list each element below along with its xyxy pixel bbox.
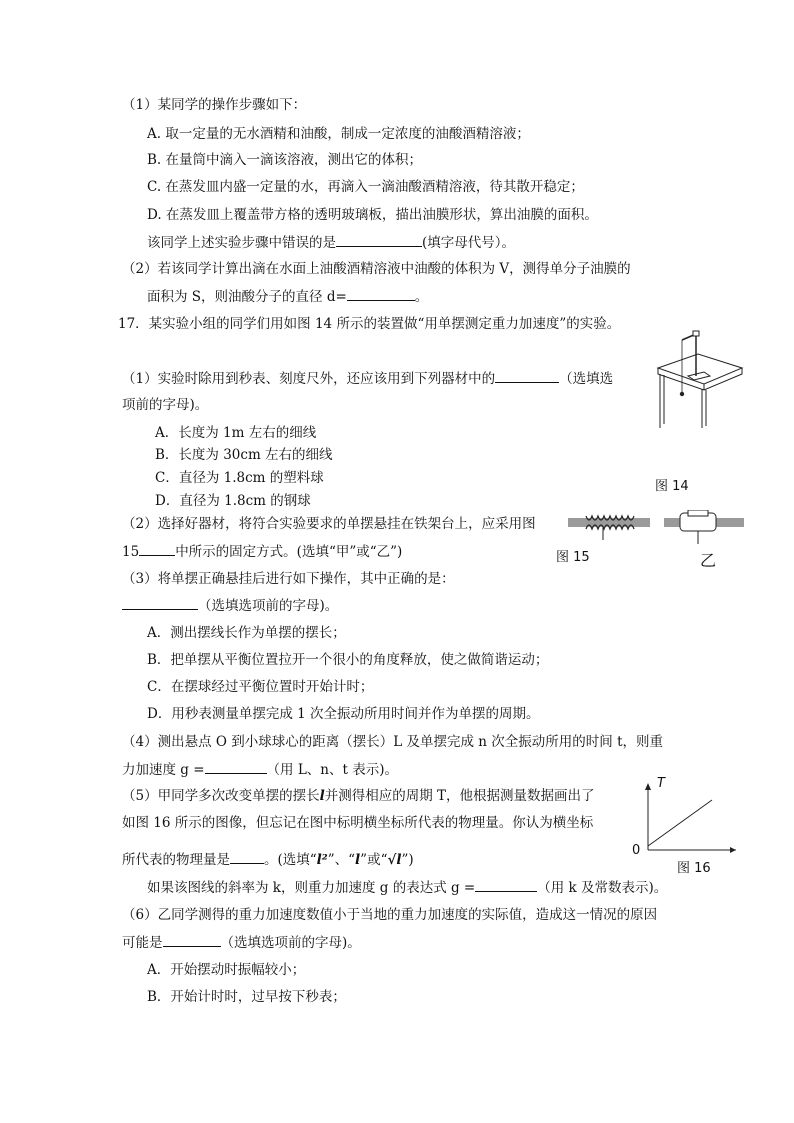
q17-s3-blank[interactable] [122, 596, 198, 610]
q17-s6-line1: （6）乙同学测得的重力加速度数值小于当地的重力加速度的实际值，造成这一情况的原因 [122, 907, 658, 923]
q17-s1-blank[interactable] [495, 369, 559, 383]
q16-error-question [147, 233, 515, 252]
figure-16-caption: 图 16 [677, 861, 711, 876]
q17-s5-choice-sqrt-l: √l [387, 852, 402, 868]
q17-intro: 17．某实验小组的同学们用如图 14 所示的装置做“用单摆测定重力加速度”的实验。 [118, 316, 621, 332]
q17-s3-suffix: （选填选项前的字母)。 [198, 598, 339, 614]
q17-s2-prefix: 15 [122, 544, 140, 560]
q16-part2-line2 [147, 287, 428, 306]
q17-s6-prompt: 可能是 [122, 935, 163, 951]
q17-s1-option-c: C．直径为 1.8cm 的塑料球 [155, 470, 324, 486]
q17-s1-option-b: B．长度为 30cm 左右的细线 [155, 447, 333, 463]
q16-diameter-blank[interactable] [347, 287, 415, 301]
q17-s6-option-a: A．开始摆动时振幅较小； [147, 962, 306, 978]
q17-s1-option-d: D．直径为 1.8cm 的钢球 [155, 493, 311, 509]
q17-s4-prompt: 力加速度 g = [122, 762, 205, 778]
q17-s3-line1: （3）将单摆正确悬挂后进行如下操作，其中正确的是： [122, 571, 455, 587]
q17-s4-suffix: （用 L、n、t 表示)。 [266, 762, 398, 778]
q17-s1-suffix: （选填选 [559, 371, 614, 387]
figure-16-axis-t: T [657, 776, 665, 791]
q17-s4-blank[interactable] [205, 760, 267, 774]
q17-s1-line1 [122, 369, 613, 388]
q16-error-blank[interactable] [336, 233, 422, 247]
q17-s5-axis-blank[interactable] [230, 850, 264, 864]
q17-s1-line2: 项前的字母)。 [122, 397, 209, 413]
q16-error-suffix: (填字母代号）。 [422, 235, 516, 251]
q17-s1-prompt: （1）实验时除用到秒表、刻度尺外，还应该用到下列器材中的 [122, 371, 496, 387]
q16-option-b: B. 在量筒中滴入一滴该溶液，测出它的体积； [147, 152, 423, 168]
q17-s5-prompt: （5）甲同学多次改变单摆的摆长 [122, 788, 320, 804]
q17-s5-sep2: ”或“ [360, 852, 388, 868]
q17-s5-length-var: l [319, 788, 325, 804]
q17-s3-option-d: D．用秒表测量单摆完成 1 次全振动所用时间并作为单摆的周期。 [147, 706, 540, 722]
q17-s5-choice-open: 。(选填“ [264, 852, 317, 868]
q17-s2-suffix: 中所示的固定方式。(选填“甲”或“乙”) [175, 544, 403, 560]
q17-s6-line2 [122, 933, 361, 952]
figure-14-pendulum-apparatus [652, 316, 744, 430]
figure-15-clamping-methods [568, 510, 744, 562]
q17-s6-blank[interactable] [163, 933, 221, 947]
q17-s2-line1: （2）选择好器材，将符合实验要求的单摆悬挂在铁架台上，应采用图 [122, 516, 536, 532]
q17-s4-line1: （4）测出悬点 O 到小球球心的距离（摆长）L 及单摆完成 n 次全振动所用的时间 t，则重 [122, 734, 663, 750]
q17-s5-line3 [122, 850, 414, 869]
q16-option-d: D. 在蒸发皿上覆盖带方格的透明玻璃板，描出油膜形状，算出油膜的面积。 [147, 207, 598, 223]
figure-15-caption: 图 15 [556, 550, 590, 565]
q16-diameter-prompt: 面积为 S，则油酸分子的直径 d= [147, 289, 347, 305]
q17-s5-sep1: ”、“ [327, 852, 356, 868]
q16-part2-line1: （2）若该同学计算出滴在水面上油酸酒精溶液中油酸的体积为 V，测得单分子油膜的 [122, 261, 631, 277]
q16-diameter-suffix: 。 [414, 289, 429, 305]
q17-s6-suffix: （选填选项前的字母)。 [220, 935, 361, 951]
q16-option-a: A. 取一定量的无水酒精和油酸，制成一定浓度的油酸酒精溶液； [147, 126, 530, 142]
q17-s3-option-c: C．在摆球经过平衡位置时开始计时； [147, 679, 374, 695]
figure-14-caption: 图 14 [655, 479, 689, 494]
q17-s5-axis-prompt: 所代表的物理量是 [122, 852, 230, 868]
figure-16-line [648, 800, 712, 846]
q17-s5-slope-suffix: （用 k 及常数表示)。 [537, 880, 668, 896]
q17-s5-line2: 如图 16 所示的图像，但忘记在图中标明横坐标所代表的物理量。你认为横坐标 [122, 815, 594, 831]
q17-s5-line1 [122, 787, 595, 805]
q17-s3-option-b: B．把单摆从平衡位置拉开一个很小的角度释放，使之做简谐运动； [147, 652, 549, 668]
figure-16-origin: 0 [632, 843, 641, 858]
q16-error-prompt: 该同学上述实验步骤中错误的是 [147, 235, 336, 251]
figure-16-graph [640, 780, 740, 855]
q17-s5-choice-l: l [355, 852, 361, 868]
q16-option-c: C. 在蒸发皿内盛一定量的水，再滴入一滴油酸酒精溶液，待其散开稳定； [147, 179, 584, 195]
q17-s5-prompt-end: 并测得相应的周期 T，他根据测量数据画出了 [324, 788, 595, 804]
q17-s3-option-a: A．测出摆线长作为单摆的摆长； [147, 625, 346, 641]
q17-s5-slope-prompt: 如果该图线的斜率为 k，则重力加速度 g 的表达式 g = [147, 880, 476, 896]
q16-part1-heading: （1）某同学的操作步骤如下： [122, 97, 307, 113]
q17-s1-option-a: A．长度为 1m 左右的细线 [155, 425, 317, 441]
q17-s5-slope-line [147, 878, 667, 897]
q17-s2-blank[interactable] [139, 542, 175, 556]
figure-15-label-yi: 乙 [700, 551, 717, 570]
q17-s5-choice-l-squared: l² [316, 852, 328, 868]
q17-s6-option-b: B．开始计时时，过早按下秒表； [147, 989, 346, 1005]
q17-s5-choice-close: ”) [401, 852, 414, 868]
q17-s5-slope-blank[interactable] [475, 878, 537, 892]
q17-s3-line2 [122, 596, 338, 615]
q17-s2-line2 [122, 542, 402, 561]
q17-s4-line2 [122, 760, 398, 779]
